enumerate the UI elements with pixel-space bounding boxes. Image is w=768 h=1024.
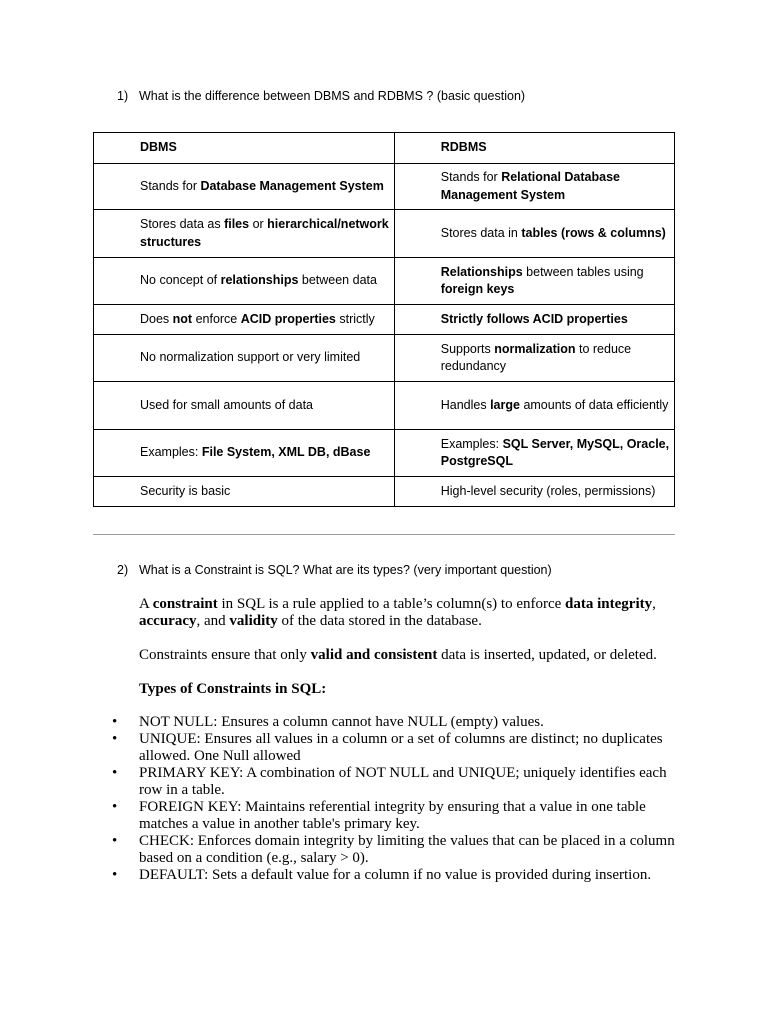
bullet-icon: •: [112, 799, 118, 815]
rdbms-cell: [394, 382, 674, 430]
rdbms-cell: [394, 430, 674, 477]
text-run: amounts of data efficiently: [519, 397, 669, 412]
bold-text: RDBMS: [440, 140, 487, 155]
bold-text: not: [172, 311, 193, 326]
text-run: Stands for: [140, 178, 201, 193]
rdbms-cell: [394, 305, 674, 335]
table-row: [94, 430, 675, 477]
rdbms-cell: [394, 164, 674, 210]
dbms-cell: [94, 133, 395, 164]
constraint-types-list: [112, 714, 682, 884]
constraint-definition-paragraph: [139, 596, 684, 630]
bold-text: DBMS: [140, 140, 177, 155]
text-run: Stores data in: [440, 225, 522, 240]
text-run: or: [249, 217, 268, 231]
bold-text: validity: [229, 613, 278, 629]
bold-text: foreign keys: [440, 282, 515, 296]
dbms-cell: [94, 477, 395, 507]
dbms-rdbms-table: [93, 132, 675, 507]
question-1-text: What is the difference between DBMS and RDBMS ? (basic question): [139, 89, 526, 103]
bold-text: accuracy: [139, 613, 197, 629]
text-run: to reduce redundancy: [440, 341, 632, 373]
dbms-cell: [94, 335, 395, 382]
table-row: [94, 258, 675, 305]
text-run: of the data stored in the database.: [277, 613, 482, 629]
rdbms-cell: [394, 258, 674, 305]
dbms-cell: [94, 382, 395, 430]
text-run: A: [139, 596, 153, 612]
dbms-cell: [94, 164, 395, 210]
question-1-number: 1): [117, 89, 129, 103]
list-item-text: PRIMARY KEY: A combination of NOT NULL and UNIQUE; uniquely identifies each row in a table.: [139, 765, 667, 798]
bold-text: SQL Server, MySQL, Oracle, PostgreSQL: [440, 436, 670, 468]
text-run: in SQL is a rule applied to a table’s column(s) to enforce: [217, 596, 566, 612]
constraint-types-heading: Types of Constraints in SQL:: [139, 681, 327, 697]
list-item: [112, 867, 682, 884]
bold-text: hierarchical/network structures: [140, 217, 389, 249]
text-run: Handles: [440, 397, 491, 412]
text-run: Examples:: [440, 436, 503, 451]
bold-text: Relationships: [440, 264, 523, 279]
bold-text: File System, XML DB, dBase: [201, 445, 371, 460]
list-item: [112, 714, 682, 731]
table-row: [94, 164, 675, 210]
text-run: Used for small amounts of data: [140, 397, 313, 412]
bold-text: files: [224, 217, 250, 231]
bold-text: tables (rows & columns): [521, 225, 666, 240]
list-item-text: CHECK: Enforces domain integrity by limiting the values that can be placed in a column based on a condition (e.g., salary > 0).: [139, 833, 675, 866]
text-run: , and: [196, 613, 230, 629]
bold-text: Relational Database Management System: [440, 170, 620, 202]
text-run: between data: [298, 273, 377, 288]
rdbms-cell: [394, 477, 674, 507]
text-run: Does: [140, 311, 173, 326]
bold-text: data integrity: [565, 596, 653, 612]
text-run: High-level security (roles, permissions): [440, 483, 656, 498]
bold-text: ACID properties: [240, 311, 336, 326]
question-2-number: 2): [117, 563, 129, 577]
text-run: data is inserted, updated, or deleted.: [437, 647, 657, 663]
bold-text: relationships: [220, 273, 299, 288]
text-run: Constraints ensure that only: [139, 647, 311, 663]
list-item: [112, 731, 682, 765]
text-run: No concept of: [140, 273, 221, 288]
text-run: Security is basic: [140, 483, 231, 498]
dbms-cell: [94, 258, 395, 305]
bold-text: large: [490, 397, 520, 412]
dbms-cell: [94, 210, 395, 258]
bullet-icon: •: [112, 833, 118, 849]
bullet-icon: •: [112, 765, 118, 781]
section-divider: [93, 534, 675, 535]
rdbms-cell: [394, 210, 674, 258]
text-run: between tables using: [522, 264, 644, 279]
bullet-icon: •: [112, 714, 118, 730]
table-row: [94, 210, 675, 258]
constraint-purpose-paragraph: [139, 647, 684, 664]
question-2: [117, 561, 717, 579]
bold-text: Database Management System: [200, 178, 384, 193]
rdbms-cell: [394, 335, 674, 382]
text-run: Supports: [440, 341, 495, 356]
bold-text: valid and consistent: [310, 647, 438, 663]
list-item-text: FOREIGN KEY: Maintains referential integrity by ensuring that a value in one table matches a value in another table's primary key.: [139, 799, 646, 832]
bold-text: constraint: [152, 596, 218, 612]
table-row: [94, 477, 675, 507]
list-item: [112, 833, 682, 867]
text-run: Stands for: [440, 170, 502, 184]
text-run: Stores data as: [140, 217, 225, 231]
list-item-text: NOT NULL: Ensures a column cannot have NULL (empty) values.: [139, 714, 544, 730]
text-run: ,: [652, 596, 656, 612]
bold-text: normalization: [494, 341, 576, 356]
text-run: No normalization support or very limited: [140, 350, 361, 365]
table-row: [94, 382, 675, 430]
table-row: [94, 335, 675, 382]
text-run: Examples:: [140, 445, 202, 460]
dbms-cell: [94, 430, 395, 477]
list-item: [112, 799, 682, 833]
text-run: enforce: [192, 311, 241, 326]
bold-text: Strictly follows ACID properties: [440, 311, 628, 326]
text-run: strictly: [335, 311, 375, 326]
table-row: [94, 305, 675, 335]
table-row: [94, 133, 675, 164]
question-1: [117, 87, 717, 105]
rdbms-cell: [394, 133, 674, 164]
bullet-icon: •: [112, 731, 118, 747]
list-item: [112, 765, 682, 799]
bullet-icon: •: [112, 867, 118, 883]
list-item-text: UNIQUE: Ensures all values in a column or a set of columns are distinct; no duplicates allowed. One Null allowed: [139, 731, 663, 764]
question-2-text: What is a Constraint is SQL? What are its types? (very important question): [139, 563, 552, 577]
list-item-text: DEFAULT: Sets a default value for a column if no value is provided during insertion.: [139, 867, 652, 883]
dbms-cell: [94, 305, 395, 335]
